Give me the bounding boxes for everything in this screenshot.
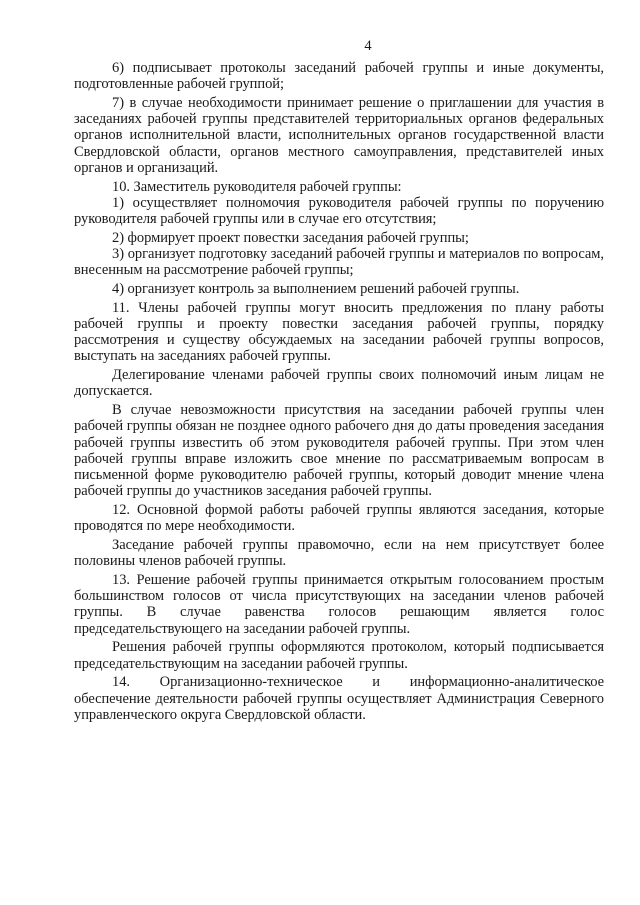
paragraph-section-10: 10. Заместитель руководителя рабочей группы: bbox=[112, 178, 402, 195]
paragraph-delegation: Делегирование членами рабочей группы своих полномочий иным лицам не допускается. bbox=[74, 367, 604, 400]
paragraph-item-7: 7) в случае необходимости принимает решение о приглашении для участия в заседаниях рабочей группы представителей территориальных органов федеральных органов исполнительной власти, исполнительных органов государственной власти Свердловской области, органов местного самоуправления, представителей иных органов и организаций. bbox=[74, 95, 604, 176]
page-number: 4 bbox=[364, 38, 372, 54]
paragraph-quorum: Заседание рабочей группы правомочно, если на нем присутствует более половины членов рабочей группы. bbox=[74, 537, 604, 570]
paragraph-section-12: 12. Основной формой работы рабочей группы являются заседания, которые проводятся по мере необходимости. bbox=[74, 502, 604, 535]
paragraph-protocol: Решения рабочей группы оформляются протоколом, который подписывается председательствующим на заседании рабочей группы. bbox=[74, 639, 604, 672]
paragraph-section-13: 13. Решение рабочей группы принимается открытым голосованием простым большинством голосов от числа присутствующих на заседании членов рабочей группы. В случае равенства голосов решающим является голос председательствующего на заседании рабочей группы. bbox=[74, 572, 604, 637]
paragraph-10-item-3: 3) организует подготовку заседаний рабочей группы и материалов по вопросам, внесенным на рассмотрение рабочей группы; bbox=[74, 246, 604, 279]
paragraph-10-item-2: 2) формирует проект повестки заседания рабочей группы; bbox=[112, 229, 469, 246]
paragraph-10-item-1: 1) осуществляет полномочия руководителя рабочей группы по поручению руководителя рабочей группы или в случае его отсутствия; bbox=[74, 194, 604, 228]
paragraph-10-item-4: 4) организует контроль за выполнением решений рабочей группы. bbox=[112, 281, 520, 298]
paragraph-item-6: 6) подписывает протоколы заседаний рабочей группы и иные документы, подготовленные рабочей группой; bbox=[74, 60, 604, 93]
paragraph-absence: В случае невозможности присутствия на заседании рабочей группы член рабочей группы обязан не позднее одного рабочего дня до даты проведения заседания рабочей группы известить об этом руководителя рабочей группы. При этом член рабочей группы вправе изложить свое мнение по рассматриваемым вопросам в письменной форме руководителю рабочей группы, который доводит мнение члена рабочей группы до участников заседания рабочей группы. bbox=[74, 402, 604, 500]
paragraph-section-14: 14. Организационно-техническое и информационно-аналитическое обеспечение деятельности рабочей группы осуществляет Администрация Северного управленческого округа Свердловской области. bbox=[74, 674, 604, 723]
paragraph-section-11: 11. Члены рабочей группы могут вносить предложения по плану работы рабочей группы и проекту повестки заседания рабочей группы, порядку рассмотрения и существу обсуждаемых на заседании рабочей группы вопросов, выступать на заседаниях рабочей группы. bbox=[74, 299, 604, 365]
